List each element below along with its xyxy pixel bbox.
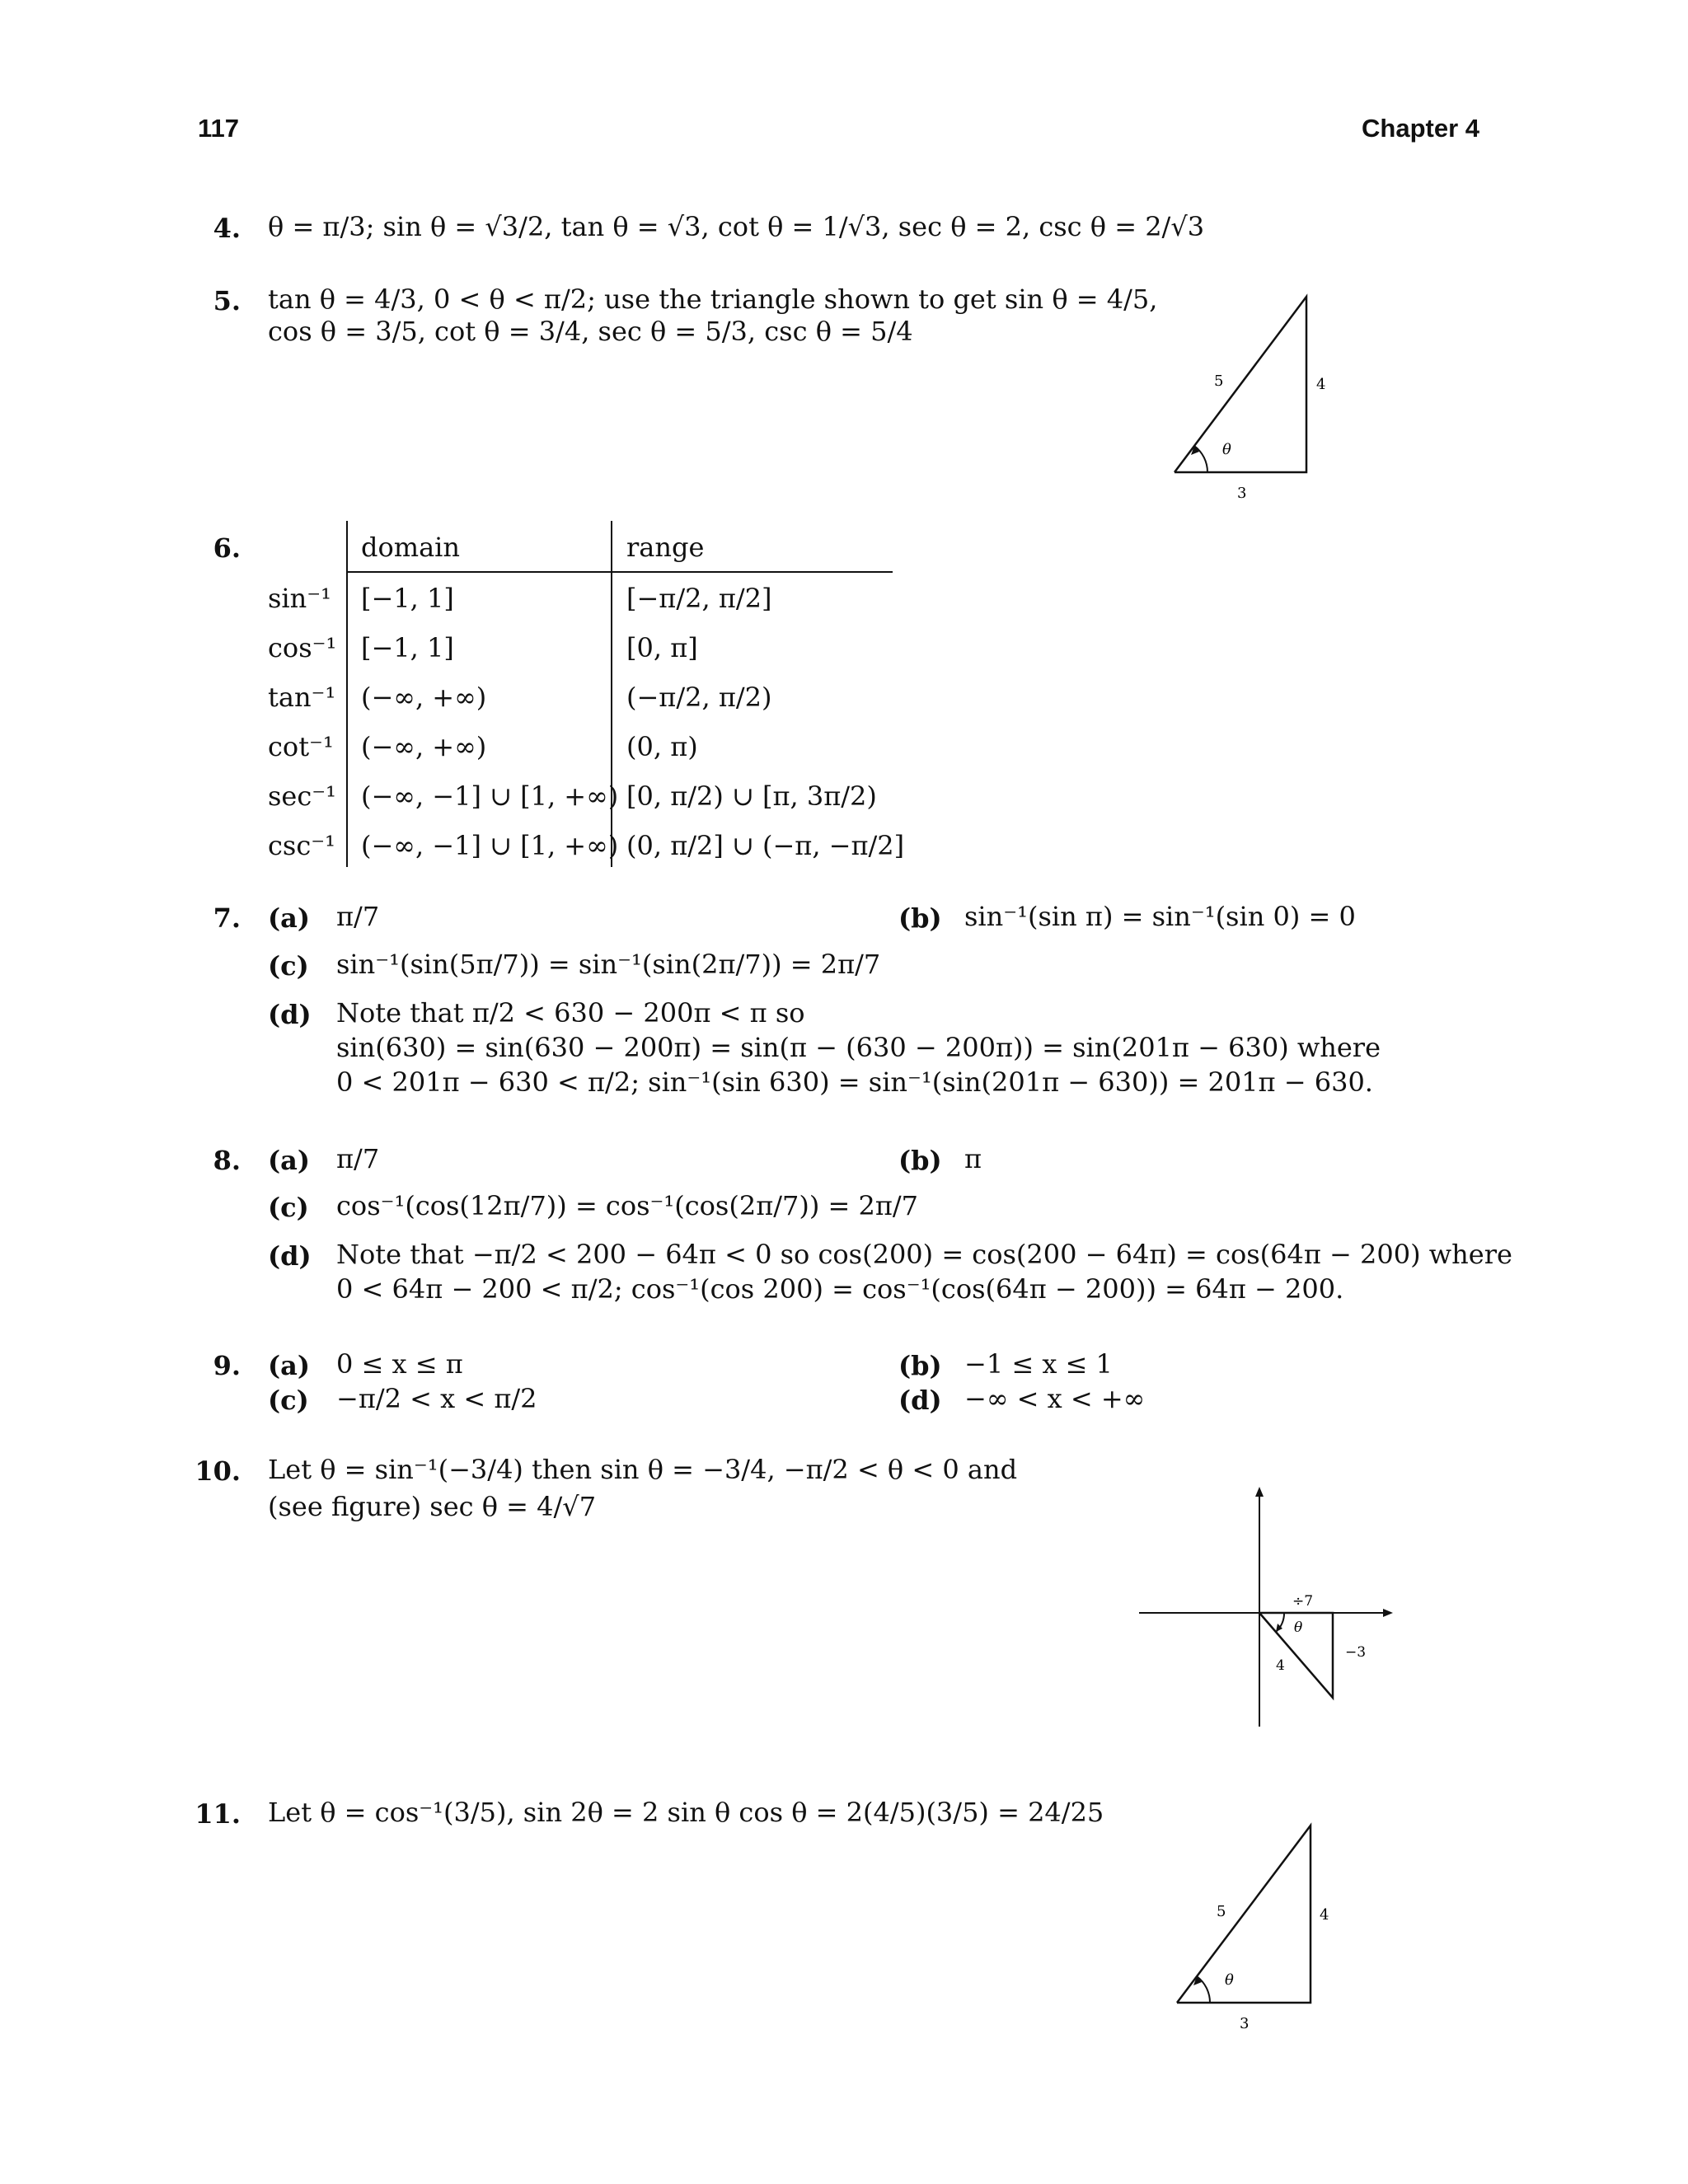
part-text: 0 ≤ x ≤ π <box>336 1348 463 1380</box>
part-label: (b) <box>898 902 942 934</box>
table-vline-1 <box>346 521 348 867</box>
part-label: (c) <box>268 1385 309 1416</box>
axes-figure <box>1129 1483 1401 1739</box>
domain-cell: [−1, 1] <box>361 632 454 663</box>
adj-label: ÷7 <box>1292 1593 1314 1610</box>
fn-cell: csc⁻¹ <box>268 830 335 861</box>
part-text: π <box>964 1143 982 1174</box>
hyp-label: 5 <box>1217 1903 1226 1920</box>
part-label: (a) <box>268 1350 311 1381</box>
part-label: (a) <box>268 902 311 934</box>
part-text: sin⁻¹(sin π) = sin⁻¹(sin 0) = 0 <box>964 901 1356 932</box>
opp-label: 4 <box>1320 1906 1329 1924</box>
opp-label: −3 <box>1345 1644 1367 1661</box>
problem-line: Let θ = sin⁻¹(−3/4) then sin θ = −3/4, −π/2 < θ < 0 and <box>268 1454 1018 1485</box>
domain-cell: (−∞, −1] ∪ [1, +∞) <box>361 780 619 812</box>
problem-line: (see figure) sec θ = 4/√7 <box>268 1491 597 1522</box>
problem-text: θ = π/3; sin θ = √3/2, tan θ = √3, cot θ = 1/√3, sec θ = 2, csc θ = 2/√3 <box>268 211 1205 242</box>
domain-cell: (−∞, +∞) <box>361 731 487 762</box>
part-text: −1 ≤ x ≤ 1 <box>964 1348 1113 1380</box>
part-text: π/7 <box>336 901 380 932</box>
fn-cell: sec⁻¹ <box>268 780 336 812</box>
domain-cell: [−1, 1] <box>361 583 454 614</box>
problem-text: Let θ = cos⁻¹(3/5), sin 2θ = 2 sin θ cos θ = 2(4/5)(3/5) = 24/25 <box>268 1797 1104 1828</box>
triangle-figure <box>1160 1817 1358 2040</box>
part-label: (d) <box>898 1385 942 1416</box>
problem-line: cos θ = 3/5, cot θ = 3/4, sec θ = 5/3, csc θ = 5/4 <box>268 316 913 347</box>
triangle-figure <box>1158 288 1356 511</box>
part-label: (b) <box>898 1350 942 1381</box>
part-text: Note that π/2 < 630 − 200π < π so <box>336 997 805 1029</box>
problem-number: 8. <box>213 1145 241 1176</box>
domain-cell: (−∞, −1] ∪ [1, +∞) <box>361 830 619 861</box>
part-label: (d) <box>268 999 312 1030</box>
problem-number: 11. <box>195 1798 241 1830</box>
part-label: (c) <box>268 1192 309 1223</box>
problem-number: 4. <box>213 213 241 244</box>
fn-cell: cos⁻¹ <box>268 632 337 663</box>
range-cell: [0, π/2) ∪ [π, 3π/2) <box>626 780 877 812</box>
part-text: −π/2 < x < π/2 <box>336 1383 537 1414</box>
range-cell: (0, π/2] ∪ (−π, −π/2] <box>626 830 905 861</box>
angle-label: θ <box>1222 441 1231 458</box>
part-label: (c) <box>268 950 309 982</box>
problem-number: 6. <box>213 532 241 564</box>
part-text: cos⁻¹(cos(12π/7)) = cos⁻¹(cos(2π/7)) = 2π/7 <box>336 1190 919 1221</box>
range-cell: [−π/2, π/2] <box>626 583 772 614</box>
part-text: 0 < 64π − 200 < π/2; cos⁻¹(cos 200) = cos⁻¹(cos(64π − 200)) = 64π − 200. <box>336 1273 1344 1305</box>
angle-label: θ <box>1294 1619 1303 1636</box>
adj-label: 3 <box>1240 2015 1250 2032</box>
hyp-label: 4 <box>1276 1657 1285 1674</box>
angle-label: θ <box>1225 1971 1234 1989</box>
part-text: 0 < 201π − 630 < π/2; sin⁻¹(sin 630) = sin⁻¹(sin(201π − 630)) = 201π − 630. <box>336 1066 1373 1098</box>
range-cell: (−π/2, π/2) <box>626 682 772 713</box>
opp-label: 4 <box>1316 376 1326 393</box>
part-text: Note that −π/2 < 200 − 64π < 0 so cos(200) = cos(200 − 64π) = cos(64π − 200) where <box>336 1239 1512 1270</box>
range-cell: [0, π] <box>626 632 698 663</box>
part-label: (a) <box>268 1145 311 1176</box>
fn-cell: tan⁻¹ <box>268 682 336 713</box>
part-label: (b) <box>898 1145 942 1176</box>
adj-label: 3 <box>1237 485 1247 502</box>
table-vline-2 <box>611 521 612 867</box>
hyp-label: 5 <box>1214 373 1224 390</box>
part-text: sin⁻¹(sin(5π/7)) = sin⁻¹(sin(2π/7)) = 2π/7 <box>336 949 881 980</box>
part-label: (d) <box>268 1240 312 1272</box>
part-text: −∞ < x < +∞ <box>964 1383 1146 1414</box>
page-number: 117 <box>198 114 240 143</box>
fn-cell: cot⁻¹ <box>268 731 334 762</box>
col-header-range: range <box>626 532 705 563</box>
part-text: sin(630) = sin(630 − 200π) = sin(π − (630 − 200π)) = sin(201π − 630) where <box>336 1032 1381 1063</box>
table-hline <box>346 571 893 573</box>
range-cell: (0, π) <box>626 731 698 762</box>
problem-line: tan θ = 4/3, 0 < θ < π/2; use the triangle shown to get sin θ = 4/5, <box>268 284 1158 315</box>
fn-cell: sin⁻¹ <box>268 583 331 614</box>
chapter-title: Chapter 4 <box>1362 114 1479 143</box>
problem-number: 5. <box>213 285 241 316</box>
col-header-domain: domain <box>361 532 461 563</box>
part-text: π/7 <box>336 1143 380 1174</box>
problem-number: 9. <box>213 1350 241 1381</box>
problem-number: 10. <box>195 1455 241 1487</box>
domain-cell: (−∞, +∞) <box>361 682 487 713</box>
problem-number: 7. <box>213 902 241 934</box>
